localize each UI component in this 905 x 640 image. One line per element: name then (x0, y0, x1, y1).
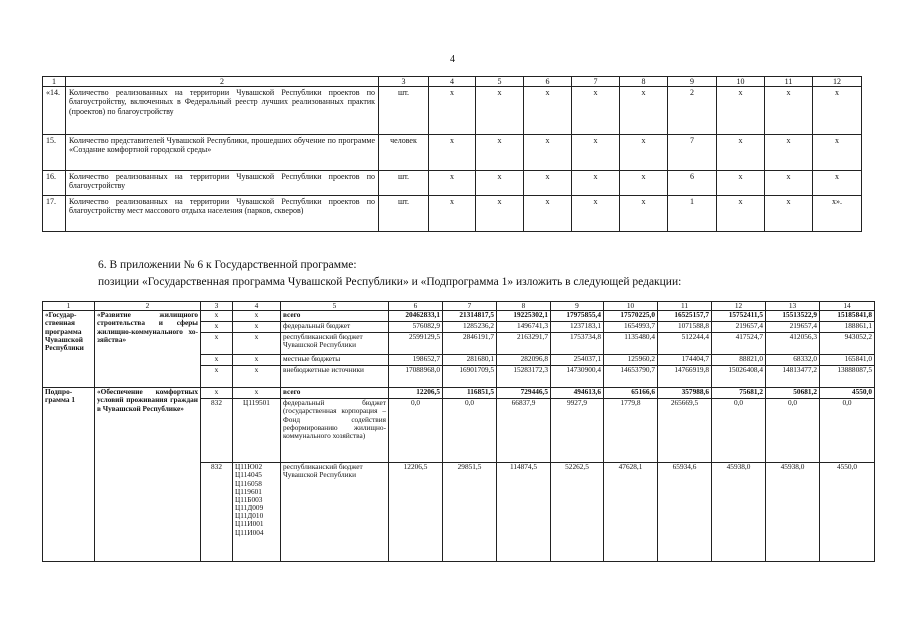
heading-line: 6. В приложении № 6 к Государственной программе: (98, 259, 357, 271)
value-cell: 50681,2 (766, 388, 820, 399)
header-cell: 8 (497, 302, 551, 311)
value-cell: x (572, 87, 620, 135)
value-cell: x (620, 196, 668, 232)
row-number: 17. (43, 196, 66, 232)
value-cell: 4550,0 (820, 388, 875, 399)
table-row (43, 388, 875, 399)
value-cell: x (476, 171, 524, 196)
header-cell: 14 (820, 302, 875, 311)
value-cell: 9927,9 (551, 399, 604, 463)
value-cell: 943052,2 (820, 333, 875, 355)
header-cell: 7 (572, 77, 620, 87)
value-cell: 1285236,2 (443, 322, 497, 333)
value-cell: 15185841,8 (820, 311, 875, 322)
value-cell: 1496741,3 (497, 322, 551, 333)
unit-cell: шт. (379, 196, 429, 232)
source-cell: местные бюджеты (281, 355, 389, 366)
value-cell: 116851,5 (443, 388, 497, 399)
code-cell: x (233, 322, 281, 333)
header-cell: 11 (765, 77, 813, 87)
header-cell: 13 (766, 302, 820, 311)
value-cell: 17088968,0 (389, 366, 443, 388)
value-cell: 15752411,5 (712, 311, 766, 322)
code-cell: x (201, 322, 233, 333)
value-cell: 75681,2 (712, 388, 766, 399)
value-cell: 265669,5 (658, 399, 712, 463)
header-cell: 2 (66, 77, 379, 87)
value-cell: 45938,0 (766, 463, 820, 562)
value-cell: 412056,3 (766, 333, 820, 355)
header-cell: 1 (43, 302, 95, 311)
value-cell: 14730900,4 (551, 366, 604, 388)
value-cell: 68332,0 (766, 355, 820, 366)
value-cell: 1237183,1 (551, 322, 604, 333)
value-cell: x (429, 87, 476, 135)
subprogram-name: Подпрограмма 1 (43, 388, 95, 562)
value-cell: 14766919,8 (658, 366, 712, 388)
value-cell: x (813, 135, 862, 171)
code-cell: x (233, 333, 281, 355)
value-cell: 2 (668, 87, 717, 135)
header-cell: 8 (620, 77, 668, 87)
value-cell: x». (813, 196, 862, 232)
row-number: 16. (43, 171, 66, 196)
code-cell: Ц119501 (233, 399, 281, 463)
value-cell: x (476, 87, 524, 135)
value-cell: 0,0 (766, 399, 820, 463)
row-number: «14. (43, 87, 66, 135)
code-cell: x (233, 388, 281, 399)
heading-line: позиции «Государственная программа Чувашской Республики» и «Подпрограмма 1» изложить в следующей редакции: (98, 276, 682, 288)
value-cell: 219657,4 (766, 322, 820, 333)
table-row (43, 135, 862, 171)
header-cell: 3 (379, 77, 429, 87)
value-cell: x (572, 196, 620, 232)
code-cell: 832 (201, 463, 233, 562)
subprogram-title: «Обеспечение комфортных условий проживания граждан в Чувашской Республике» (95, 388, 201, 562)
value-cell: 21314817,5 (443, 311, 497, 322)
header-cell: 10 (604, 302, 658, 311)
value-cell: x (765, 196, 813, 232)
value-cell: x (717, 171, 765, 196)
value-cell: 0,0 (443, 399, 497, 463)
value-cell: x (765, 135, 813, 171)
table-row (43, 171, 862, 196)
value-cell: x (429, 196, 476, 232)
value-cell: x (620, 171, 668, 196)
value-cell: x (717, 87, 765, 135)
header-cell: 5 (476, 77, 524, 87)
value-cell: x (524, 171, 572, 196)
section-heading (98, 257, 681, 291)
value-cell: 15513522,9 (766, 311, 820, 322)
header-cell: 9 (668, 77, 717, 87)
value-cell: 14653790,7 (604, 366, 658, 388)
value-cell: 576082,9 (389, 322, 443, 333)
value-cell: x (813, 87, 862, 135)
value-cell: 6 (668, 171, 717, 196)
unit-cell: шт. (379, 171, 429, 196)
value-cell: x (717, 196, 765, 232)
value-cell: 494613,6 (551, 388, 604, 399)
value-cell: 15026408,4 (712, 366, 766, 388)
code-cell: Ц11Ю02 Ц114045 Ц116058 Ц119601 Ц11Б003 Ц11Д009 Ц11Д010 Ц11И001 Ц11И004 (233, 463, 281, 562)
value-cell: x (429, 171, 476, 196)
value-cell: x (572, 171, 620, 196)
value-cell: x (476, 196, 524, 232)
value-cell: x (620, 135, 668, 171)
header-cell: 5 (281, 302, 389, 311)
value-cell: 2846191,7 (443, 333, 497, 355)
header-cell: 6 (524, 77, 572, 87)
value-cell: 15283172,3 (497, 366, 551, 388)
value-cell: 1779,8 (604, 399, 658, 463)
value-cell: x (429, 135, 476, 171)
program-name: «Государственная программа Чувашской Республики (43, 311, 95, 388)
value-cell: 12206,5 (389, 463, 443, 562)
indicator-name: Количество реализованных на территории Чувашской Республики проектов по благоустройству (66, 171, 379, 196)
value-cell: 1071588,8 (658, 322, 712, 333)
table-row (43, 196, 862, 232)
code-cell: x (201, 366, 233, 388)
indicator-name: Количество реализованных на территории Чувашской Республики проектов по благоустройству, включенных в Федеральный реестр лучших реализованных практик (проектов) по благоустройству (66, 87, 379, 135)
value-cell: 17570225,0 (604, 311, 658, 322)
value-cell: 357988,6 (658, 388, 712, 399)
header-cell: 9 (551, 302, 604, 311)
value-cell: 7 (668, 135, 717, 171)
header-cell: 1 (43, 77, 66, 87)
source-cell: внебюджетные источники (281, 366, 389, 388)
header-cell: 4 (429, 77, 476, 87)
value-cell: 254037,1 (551, 355, 604, 366)
value-cell: 512244,4 (658, 333, 712, 355)
header-cell: 12 (712, 302, 766, 311)
value-cell: 2599129,5 (389, 333, 443, 355)
funding-table (42, 301, 875, 562)
value-cell: x (524, 135, 572, 171)
value-cell: 16525157,7 (658, 311, 712, 322)
value-cell: 1753734,8 (551, 333, 604, 355)
code-cell: x (201, 311, 233, 322)
code-cell: 832 (201, 399, 233, 463)
value-cell: x (620, 87, 668, 135)
value-cell: 65934,6 (658, 463, 712, 562)
indicator-name: Количество реализованных на территории Чувашской Республики проектов по благоустройству мест массового отдыха населения (парков, скверов) (66, 196, 379, 232)
code-cell: x (233, 355, 281, 366)
code-cell: x (233, 366, 281, 388)
value-cell: x (524, 87, 572, 135)
value-cell: 2163291,7 (497, 333, 551, 355)
source-cell: федеральный бюджет (281, 322, 389, 333)
value-cell: 45938,0 (712, 463, 766, 562)
code-cell: x (201, 333, 233, 355)
value-cell: 13888087,5 (820, 366, 875, 388)
value-cell: 20462833,1 (389, 311, 443, 322)
value-cell: 198652,7 (389, 355, 443, 366)
value-cell: 16901709,5 (443, 366, 497, 388)
value-cell: 417524,7 (712, 333, 766, 355)
row-number: 15. (43, 135, 66, 171)
value-cell: x (572, 135, 620, 171)
table-header-row (43, 77, 862, 87)
code-cell: x (233, 311, 281, 322)
value-cell: 282096,8 (497, 355, 551, 366)
value-cell: 66837,9 (497, 399, 551, 463)
value-cell: 88821,0 (712, 355, 766, 366)
value-cell: 0,0 (712, 399, 766, 463)
indicators-table (42, 76, 862, 232)
indicator-name: Количество представителей Чувашской Республики, прошедших обучение по программе «Создание комфортной городской среды» (66, 135, 379, 171)
value-cell: 0,0 (820, 399, 875, 463)
unit-cell: человек (379, 135, 429, 171)
value-cell: x (765, 87, 813, 135)
table-row (43, 87, 862, 135)
header-cell: 4 (233, 302, 281, 311)
value-cell: 19225302,1 (497, 311, 551, 322)
value-cell: x (524, 196, 572, 232)
header-cell: 11 (658, 302, 712, 311)
header-cell: 7 (443, 302, 497, 311)
value-cell: 1654993,7 (604, 322, 658, 333)
value-cell: 1 (668, 196, 717, 232)
header-cell: 10 (717, 77, 765, 87)
header-cell: 3 (201, 302, 233, 311)
value-cell: 125960,2 (604, 355, 658, 366)
value-cell: 1135480,4 (604, 333, 658, 355)
value-cell: 4550,0 (820, 463, 875, 562)
value-cell: 47628,1 (604, 463, 658, 562)
source-cell: республиканский бюджет Чувашской Республики (281, 333, 389, 355)
page-number: 4 (450, 54, 455, 65)
value-cell: 165841,0 (820, 355, 875, 366)
unit-cell: шт. (379, 87, 429, 135)
value-cell: x (813, 171, 862, 196)
header-cell: 12 (813, 77, 862, 87)
value-cell: 174404,7 (658, 355, 712, 366)
value-cell: 281680,1 (443, 355, 497, 366)
value-cell: 219657,4 (712, 322, 766, 333)
program-title: «Развитие жилищного строительства и сферы жилищно-коммунального хозяйства» (95, 311, 201, 388)
value-cell: 729446,5 (497, 388, 551, 399)
value-cell: 188861,1 (820, 322, 875, 333)
header-cell: 2 (95, 302, 201, 311)
source-cell: федеральный бюджет (государственная корпорация – Фонд содействия реформированию жилищно-коммунального хозяйства) (281, 399, 389, 463)
source-cell: республиканский бюджет Чувашской Республики (281, 463, 389, 562)
value-cell: 65166,6 (604, 388, 658, 399)
value-cell: x (765, 171, 813, 196)
code-cell: x (201, 355, 233, 366)
code-cell: x (201, 388, 233, 399)
source-cell: всего (281, 311, 389, 322)
value-cell: 0,0 (389, 399, 443, 463)
value-cell: 12206,5 (389, 388, 443, 399)
value-cell: 52262,5 (551, 463, 604, 562)
value-cell: 29851,5 (443, 463, 497, 562)
table-header-row (43, 302, 875, 311)
value-cell: 17975855,4 (551, 311, 604, 322)
value-cell: 14813477,2 (766, 366, 820, 388)
value-cell: 114874,5 (497, 463, 551, 562)
value-cell: x (717, 135, 765, 171)
value-cell: x (476, 135, 524, 171)
source-cell: всего (281, 388, 389, 399)
table-row (43, 311, 875, 322)
header-cell: 6 (389, 302, 443, 311)
